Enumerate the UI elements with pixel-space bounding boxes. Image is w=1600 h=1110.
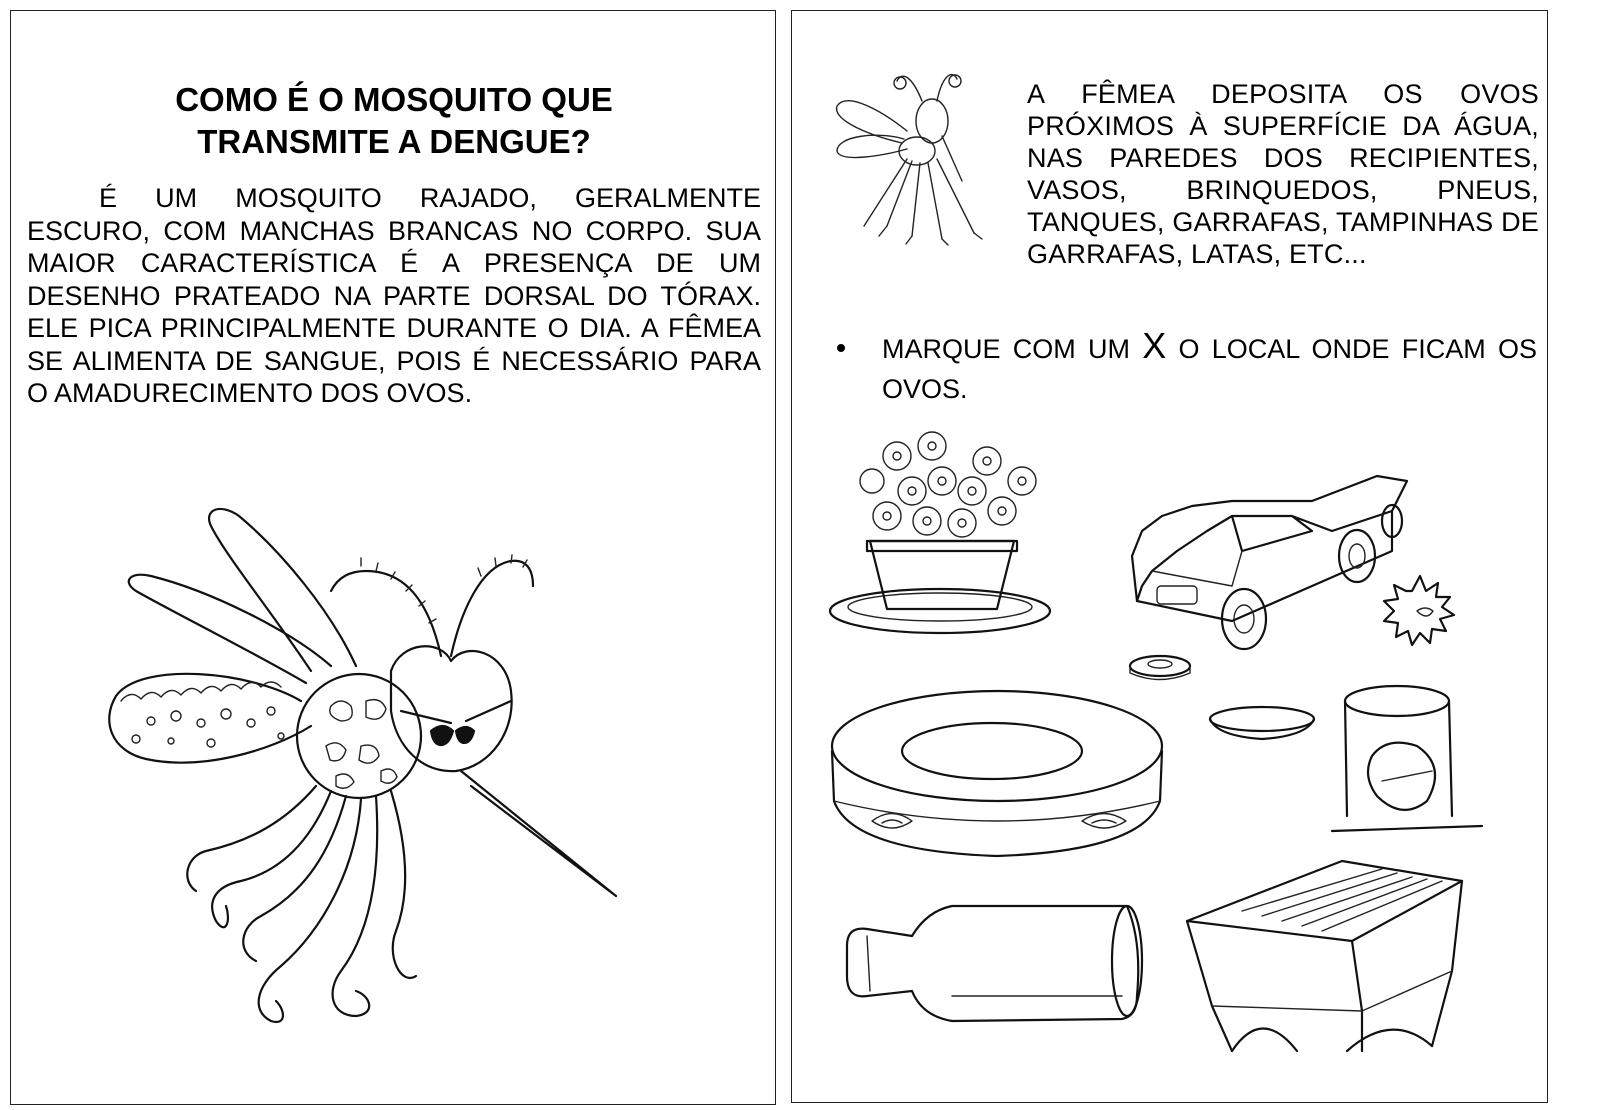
flower-pot-icon[interactable] (830, 432, 1050, 633)
description-text: É UM MOSQUITO RAJADO, GERALMENTE ESCURO, COM MANCHAS BRANCAS NO CORPO. SUA MAIOR CARACTERÍSTICA É A PRESENÇA DE UM DESENHO PRATEADO NA PARTE DORSAL DO TÓRAX. ELE PICA PRINCIPALMENTE DURANTE O DIA. A FÊMEA SE ALIMENTA DE SANGUE, POIS É NECESSÁRIO PARA O AMADURECIMENTO DOS OVOS. (27, 183, 761, 408)
bottle-cap-icon[interactable] (1130, 656, 1190, 680)
left-page (10, 10, 776, 1105)
eggs-paragraph: A FÊMEA DEPOSITA OS OVOS PRÓXIMOS À SUPERFÍCIE DA ÁGUA, NAS PAREDES DOS RECIPIENTES, VASOS, BRINQUEDOS, PNEUS, TANQUES, GARRAFAS, TAMPINHAS DE GARRAFAS, LATAS, ETC... (1027, 79, 1539, 269)
toy-truck-icon[interactable] (1132, 476, 1407, 649)
title-line-1: COMO É O MOSQUITO QUE (175, 81, 613, 118)
bottle-icon[interactable] (847, 906, 1142, 1021)
right-page (791, 10, 1548, 1103)
tire-icon[interactable] (832, 691, 1162, 856)
title-line-2: TRANSMITE A DENGUE? (197, 123, 591, 160)
mosquito-illustration (11, 11, 777, 1106)
x-mark: X (1142, 325, 1167, 366)
wheelbarrow-icon[interactable] (1187, 861, 1462, 1051)
instruction-text-after: O LOCAL ONDE FICAM OS OVOS. (882, 334, 1537, 404)
containers-illustration (792, 11, 1549, 1104)
instruction-text-before: MARQUE COM UM (882, 334, 1130, 364)
cap-icon[interactable] (1384, 576, 1454, 645)
small-dish-icon[interactable] (1210, 707, 1314, 739)
can-icon[interactable] (1332, 686, 1482, 831)
